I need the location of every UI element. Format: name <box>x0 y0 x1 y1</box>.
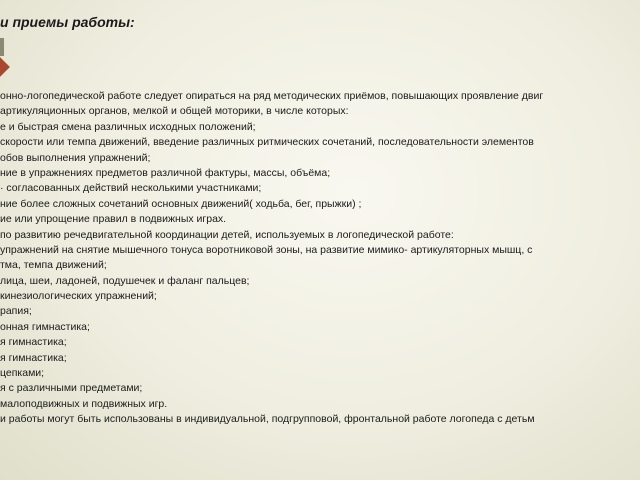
body-line: кинезиологических упражнений; <box>0 290 157 303</box>
body-line: я гимнастика; <box>0 351 67 364</box>
body-line: и работы могут быть использованы в индивидуальной, подгрупповой, фронтальной работе логопеда с детьм <box>0 413 535 426</box>
body-line: онная гимнастика; <box>0 320 90 333</box>
body-line: ние в упражнениях предметов различной фактуры, массы, объёма; <box>0 166 331 179</box>
body-line: я с различными предметами; <box>0 382 143 395</box>
body-line: рапия; <box>0 305 32 318</box>
body-line: я гимнастика; <box>0 336 67 349</box>
body-line: ние более сложных сочетаний основных движений( ходьба, бег, прыжки) ; <box>0 197 362 210</box>
body-line: онно-логопедической работе следует опираться на ряд методических приёмов, повышающих проявление двиг <box>0 90 544 102</box>
body-line: упражнений на снятие мышечного тонуса воротниковой зоны, на развитие мимико- артикуляторных мышц, с <box>0 243 533 256</box>
title-divider <box>0 38 4 56</box>
slide-title: и приемы работы: <box>0 14 135 30</box>
body-line: артикуляционных органов, мелкой и общей моторики, в числе которых: <box>0 105 349 118</box>
body-line: малоподвижных и подвижных игр. <box>0 397 168 410</box>
body-line: ие или упрощение правил в подвижных играх. <box>0 213 227 226</box>
bullet-diamond-icon <box>0 57 10 77</box>
body-line: лица, шеи, ладоней, подушечек и фаланг пальцев; <box>0 274 250 287</box>
slide-body <box>0 89 640 428</box>
body-line: обов выполнения упражнений; <box>0 151 151 164</box>
body-line: скорости или темпа движений, введение различных ритмических сочетаний, последовательности элементов <box>0 136 534 149</box>
body-line: · согласованных действий несколькими участниками; <box>0 182 262 195</box>
body-line: тма, темпа движений; <box>0 259 107 272</box>
body-line: е и быстрая смена различных исходных положений; <box>0 120 256 133</box>
body-line: по развитию речедвигательной координации детей, используемых в логопедической работе: <box>0 228 454 241</box>
body-line: цепками; <box>0 367 45 380</box>
